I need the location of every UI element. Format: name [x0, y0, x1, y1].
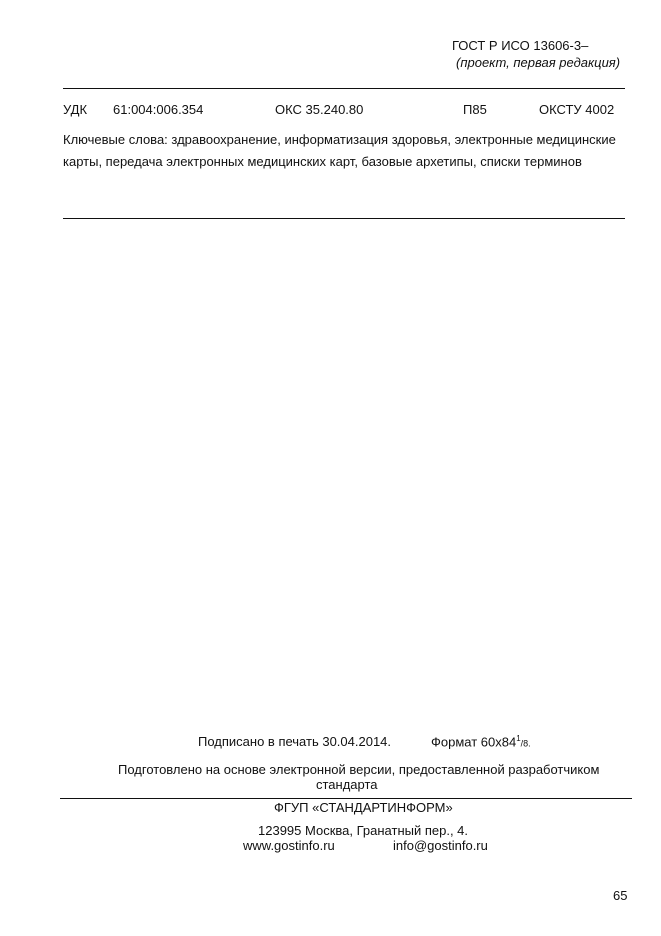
okstu-code: ОКСТУ 4002 — [539, 102, 615, 117]
group-code: П85 — [463, 102, 487, 117]
prepared-note-line2: стандарта — [316, 777, 378, 792]
publisher-address: 123995 Москва, Гранатный пер., 4. — [258, 823, 469, 838]
print-format-denominator: /8. — [520, 738, 531, 749]
print-format-prefix: Формат 60x84 — [431, 734, 517, 750]
page-number: 65 — [613, 888, 628, 903]
keywords-bottom-rule — [63, 218, 625, 219]
prepared-note-line1: Подготовлено на основе электронной версии, предоставленной разработчиком — [118, 762, 600, 777]
signed-date: Подписано в печать 30.04.2014. — [198, 734, 392, 749]
print-format-numerator: 1 — [516, 734, 521, 743]
oks-code: ОКС 35.240.80 — [275, 102, 364, 117]
print-format — [431, 734, 531, 749]
keywords-paragraph: Ключевые слова: здравоохранение, информатизация здоровья, электронные медицинские карты, передача электронных медицинских карт, базовые архетипы, списки терминов — [63, 132, 616, 169]
publisher-email[interactable]: info@gostinfo.ru — [393, 838, 488, 853]
top-rule — [63, 88, 625, 89]
standard-code: ГОСТ Р ИСО 13606-3– — [452, 38, 589, 53]
publisher-rule — [60, 798, 632, 799]
publisher-website[interactable]: www.gostinfo.ru — [243, 838, 335, 853]
udk-label: УДК — [63, 102, 88, 117]
udk-value: 61:004:006.354 — [113, 102, 204, 117]
draft-note: (проект, первая редакция) — [456, 55, 621, 70]
publisher-name: ФГУП «СТАНДАРТИНФОРМ» — [274, 800, 453, 815]
